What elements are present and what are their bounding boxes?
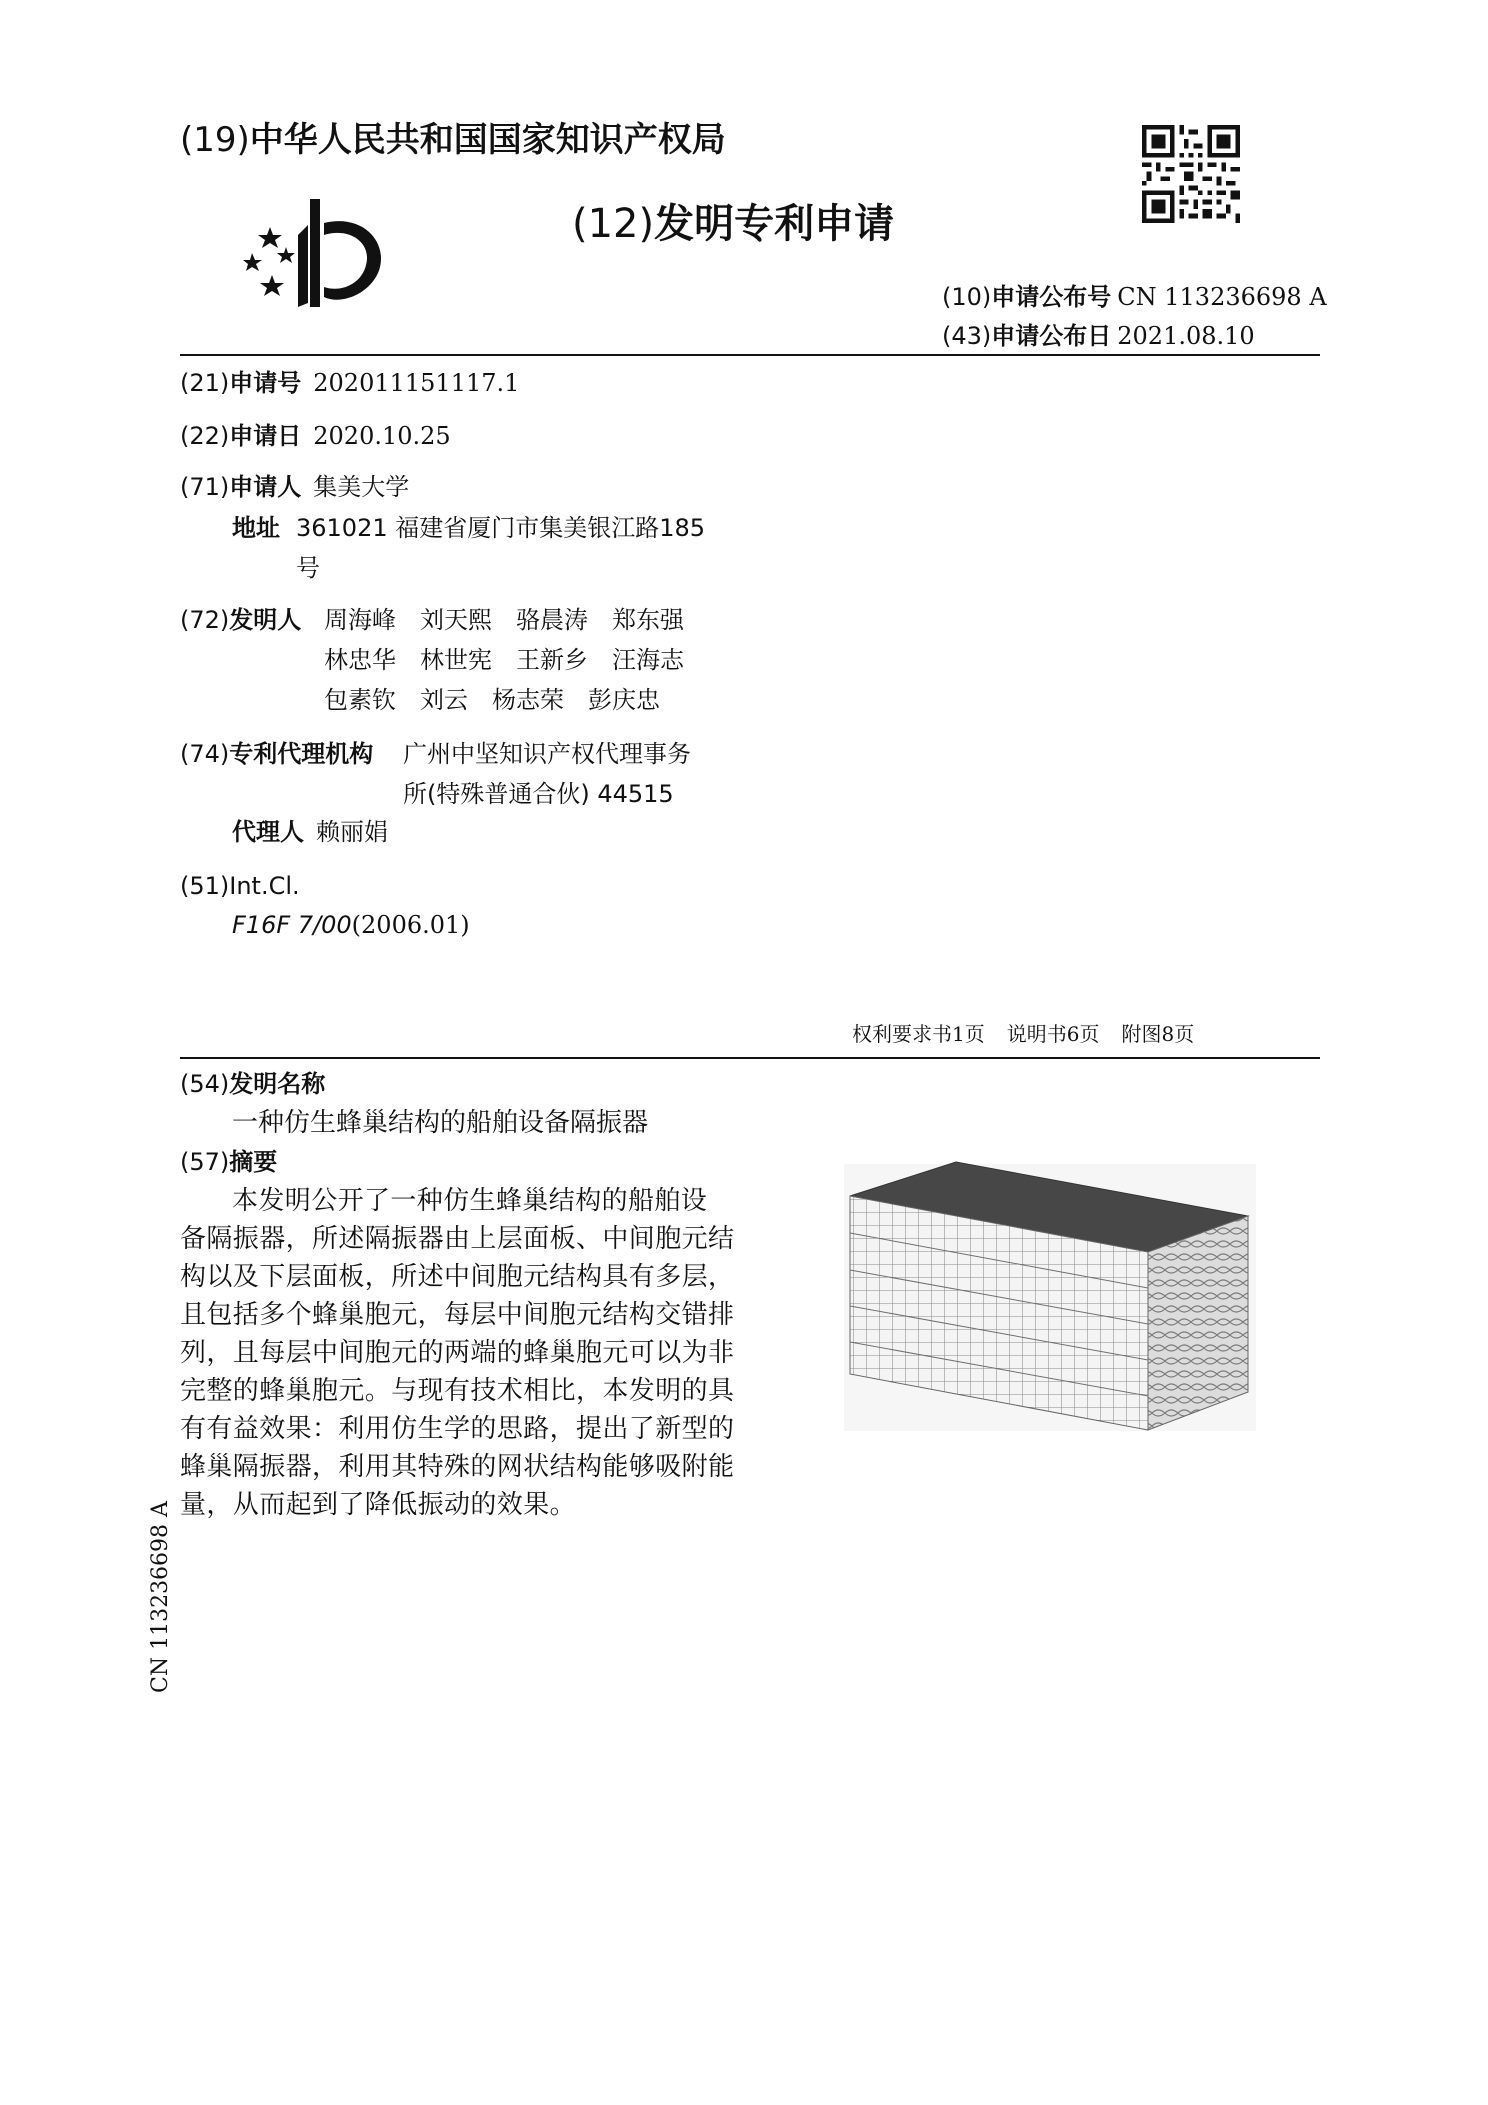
pub-number-label: 申请公布号 xyxy=(991,283,1112,311)
intcl-heading xyxy=(180,872,300,900)
title-label: 发明名称 xyxy=(229,1070,326,1098)
inventors-heading xyxy=(180,606,301,634)
agent xyxy=(232,818,388,846)
agency-heading xyxy=(180,740,373,768)
doc-kind-code: (12) xyxy=(572,201,655,247)
abstract-line: 有有益效果：利用仿生学的思路，提出了新型的 xyxy=(180,1414,735,1444)
doc-kind-name: 发明专利申请 xyxy=(654,201,895,247)
inventors-label: 发明人 xyxy=(229,606,302,634)
applicant xyxy=(180,473,409,501)
cnipa-logo-icon xyxy=(240,195,395,315)
address-line-1: 361021 福建省厦门市集美银江路185 xyxy=(296,514,706,542)
page-counts xyxy=(852,1022,1216,1046)
publication-number xyxy=(942,283,1327,311)
inventors-line-1: 周海峰 刘天熙 骆晨涛 郑东强 xyxy=(324,606,684,634)
app-date-code: (22) xyxy=(180,422,230,450)
invention-title: 一种仿生蜂巢结构的船舶设备隔振器 xyxy=(232,1108,649,1138)
description-pages: 说明书6页 xyxy=(1006,1022,1100,1046)
abstract-label: 摘要 xyxy=(229,1148,278,1176)
application-date xyxy=(180,422,451,450)
pub-date-code: (43) xyxy=(942,322,992,350)
office-name: 中华人民共和国国家知识产权局 xyxy=(249,120,726,160)
abstract-line: 构以及下层面板，所述中间胞元结构具有多层， xyxy=(180,1262,735,1292)
title-heading xyxy=(180,1070,325,1098)
inventors-line-2: 林忠华 林世宪 王新乡 汪海志 xyxy=(324,646,684,674)
app-date-value: 2020.10.25 xyxy=(313,422,451,450)
address-line-2: 号 xyxy=(296,554,320,582)
title-code: (54) xyxy=(180,1070,230,1098)
abstract-line: 本发明公开了一种仿生蜂巢结构的船舶设 xyxy=(232,1186,708,1216)
office-line xyxy=(180,120,726,160)
pub-number-code: (10) xyxy=(942,283,992,311)
abstract-line: 且包括多个蜂巢胞元，每层中间胞元结构交错排 xyxy=(180,1300,735,1330)
pub-number-value: CN 113236698 A xyxy=(1117,283,1327,311)
side-publication-label: CN 113236698 A xyxy=(148,1501,173,1693)
abstract-line: 列，且每层中间胞元的两端的蜂巢胞元可以为非 xyxy=(180,1338,735,1368)
abstract-body xyxy=(180,1182,735,1524)
intcl-version: (2006.01) xyxy=(351,911,470,939)
abstract-code: (57) xyxy=(180,1148,230,1176)
pub-date-label: 申请公布日 xyxy=(991,322,1112,350)
applicant-label: 申请人 xyxy=(229,473,302,501)
header-divider xyxy=(180,354,1320,356)
abstract-line: 完整的蜂巢胞元。与现有技术相比，本发明的具 xyxy=(180,1376,735,1406)
app-no-value: 202011151117.1 xyxy=(313,369,520,397)
office-code: (19) xyxy=(180,120,250,160)
abstract-heading xyxy=(180,1148,277,1176)
publication-date xyxy=(942,322,1255,350)
app-date-label: 申请日 xyxy=(229,422,302,450)
qr-code-icon xyxy=(1142,125,1240,223)
claims-pages: 权利要求书1页 xyxy=(852,1022,985,1046)
intcl-code: (51) xyxy=(180,872,230,900)
document-kind xyxy=(572,200,894,248)
drawings-pages: 附图8页 xyxy=(1121,1022,1195,1046)
app-no-code: (21) xyxy=(180,369,230,397)
applicant-value: 集美大学 xyxy=(313,473,410,501)
honeycomb-isolator-figure xyxy=(840,1160,1260,1435)
agent-label: 代理人 xyxy=(232,818,304,846)
application-number xyxy=(180,369,519,397)
applicant-code: (71) xyxy=(180,473,230,501)
abstract-line: 量，从而起到了降低振动的效果。 xyxy=(180,1490,577,1520)
agency-line-1: 广州中坚知识产权代理事务 xyxy=(403,740,691,768)
intcl-label: Int.Cl. xyxy=(229,872,300,900)
agent-value: 赖丽娟 xyxy=(316,818,388,846)
agency-code: (74) xyxy=(180,740,230,768)
section-divider xyxy=(180,1057,1320,1059)
abstract-line: 备隔振器，所述隔振器由上层面板、中间胞元结 xyxy=(180,1224,735,1254)
intcl-class: F16F 7/00 xyxy=(232,911,352,939)
inventors-code: (72) xyxy=(180,606,230,634)
intcl-entry xyxy=(232,911,470,939)
address-label: 地址 xyxy=(232,514,280,542)
app-no-label: 申请号 xyxy=(229,369,302,397)
abstract-line: 蜂巢隔振器，利用其特殊的网状结构能够吸附能 xyxy=(180,1452,735,1482)
inventors-line-3: 包素钦 刘云 杨志荣 彭庆忠 xyxy=(324,686,660,714)
agency-label: 专利代理机构 xyxy=(229,740,374,768)
agency-line-2: 所(特殊普通合伙) 44515 xyxy=(403,780,674,808)
pub-date-value: 2021.08.10 xyxy=(1117,322,1255,350)
